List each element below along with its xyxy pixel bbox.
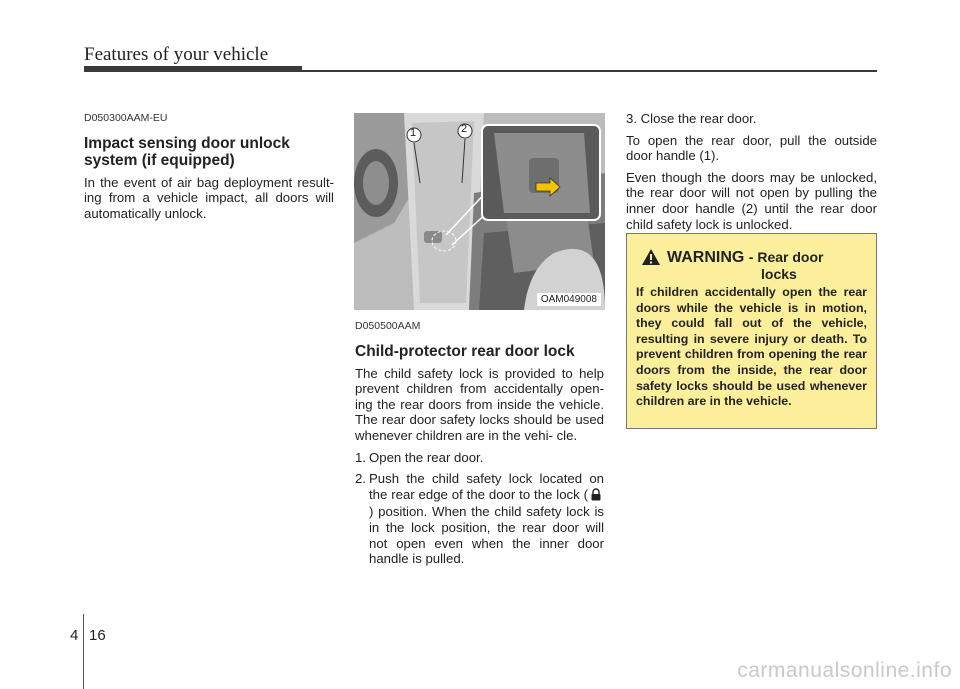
header-rule-thick bbox=[84, 66, 302, 72]
step-text-part-a: Push the child safety lock located on the rear edge of the door to the lock ( bbox=[369, 471, 604, 502]
warning-title bbox=[667, 248, 823, 271]
warning-subtitle-cont: locks bbox=[761, 266, 797, 282]
warning-subtitle: - Rear door bbox=[748, 249, 824, 265]
door-lock-figure bbox=[354, 113, 605, 310]
padlock-icon bbox=[590, 488, 602, 505]
warning-box bbox=[626, 233, 877, 429]
section-body: The child safety lock is provided to help prevent children from accidentally open- ing the rear doors from inside the vehicle. The rear door safety locks should be used whenever children are in the vehi- cle. bbox=[355, 365, 604, 443]
page-header-title: Features of your vehicle bbox=[84, 44, 269, 65]
column-impact-unlock bbox=[84, 111, 334, 227]
warning-triangle-icon bbox=[641, 248, 661, 271]
figure-label: OAM049008 bbox=[537, 293, 601, 306]
paragraph-open: To open the rear door, pull the outside door handle (1). bbox=[626, 132, 877, 164]
paragraph-unlock: Even though the doors may be unlocked, the rear door will not open by pulling the inner door handle (2) until the rear door child safety lock is unlocked. bbox=[626, 169, 877, 232]
section-heading: Impact sensing door unlock system (if equipped) bbox=[84, 134, 290, 169]
chapter-number: 4 bbox=[70, 627, 79, 644]
watermark: carmanualsonline.info bbox=[737, 659, 952, 682]
step-text: Open the rear door. bbox=[369, 449, 484, 465]
step-number: 2. bbox=[355, 471, 366, 487]
section-code: D050500AAM bbox=[355, 320, 421, 332]
step-item bbox=[355, 471, 604, 567]
step-three: 3. Close the rear door. bbox=[626, 111, 757, 126]
callout-2: 2 bbox=[461, 123, 468, 135]
section-heading: Child-protector rear door lock bbox=[355, 342, 575, 360]
step-item bbox=[355, 450, 604, 466]
callout-1: 1 bbox=[410, 127, 417, 139]
footer-divider bbox=[83, 614, 84, 689]
step-text bbox=[369, 471, 604, 567]
step-text-part-b: ) position. When the child safety lock is in the lock position, the rear door will not open even when the inner door handle is pulled. bbox=[369, 504, 604, 567]
page-number: 16 bbox=[89, 627, 106, 644]
section-code: D050300AAM-EU bbox=[84, 112, 168, 124]
step-number: 1. bbox=[355, 449, 366, 465]
warning-title-text: WARNING bbox=[667, 249, 745, 266]
column-child-protector bbox=[355, 319, 604, 573]
warning-body: If children accidentally open the rear doors while the vehicle is in motion, they could fall out of the vehicle, resulting in severe injury or death. To prevent children from opening the rear doors from the inside, the rear door safety locks should be used whenever children are in the vehicle. bbox=[636, 285, 867, 409]
column-rear-door bbox=[626, 111, 877, 238]
door-illustration bbox=[354, 113, 605, 310]
section-body: In the event of air bag deployment result- ing from a vehicle impact, all doors will automatically unlock. bbox=[84, 174, 334, 221]
header-rule-thin bbox=[302, 70, 877, 72]
